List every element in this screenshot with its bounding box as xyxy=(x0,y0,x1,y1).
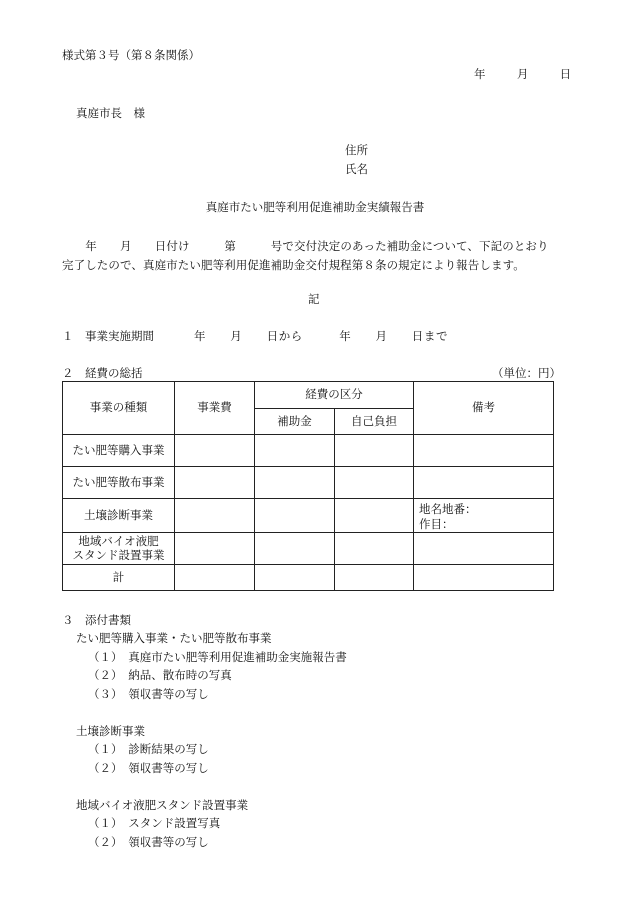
section1-label: １ 事業実施期間 xyxy=(62,329,154,343)
subsidy-input-cell[interactable] xyxy=(255,435,335,467)
cost-input-cell[interactable] xyxy=(175,532,255,564)
header-project-cost: 事業費 xyxy=(175,382,255,435)
section2-label: ２ 経費の総括 xyxy=(62,366,143,380)
remarks-input-cell[interactable] xyxy=(414,467,554,499)
attachment-group-title: たい肥等購入事業・たい肥等散布事業 xyxy=(76,631,272,645)
attachment-group-title: 地域バイオ液肥スタンド設置事業 xyxy=(76,798,249,812)
cost-input-cell[interactable] xyxy=(175,467,255,499)
location-label: 地名地番： xyxy=(419,502,477,516)
report-body-line-1: 年 月 日付け 第 号で交付決定のあった補助金について、下記のとおり xyxy=(62,239,549,253)
attachment-item: （２） 領収書等の写し xyxy=(88,835,209,849)
self-burden-input-cell[interactable] xyxy=(335,467,414,499)
crop-label: 作目： xyxy=(419,516,454,531)
addressee: 真庭市長 様 xyxy=(76,106,145,120)
row-type-line-2: スタンド設置事業 xyxy=(72,548,165,563)
project-period: 年 月 日から 年 月 日まで xyxy=(194,329,449,343)
row-type-cell: たい肥等散布事業 xyxy=(63,467,175,499)
date-month-label: 月 xyxy=(516,67,529,81)
total-label: 計 xyxy=(63,564,175,590)
attachment-item: （１） スタンド設置写真 xyxy=(88,816,221,830)
row-type-cell xyxy=(63,532,175,564)
header-self-burden: 自己負担 xyxy=(335,409,414,435)
subsidy-input-cell[interactable] xyxy=(255,499,335,533)
report-date xyxy=(474,67,571,83)
self-burden-input-cell[interactable] xyxy=(335,532,414,564)
attachment-item: （１） 診断結果の写し xyxy=(88,742,209,756)
section3-label: ３ 添付書類 xyxy=(62,613,131,627)
self-burden-input-cell[interactable] xyxy=(335,435,414,467)
attachment-item: （２） 納品、散布時の写真 xyxy=(88,668,232,682)
row-type-line-1: 地域バイオ液肥 xyxy=(78,534,159,548)
remarks-input-cell[interactable] xyxy=(414,435,554,467)
attachment-item: （３） 領収書等の写し xyxy=(88,687,209,701)
table-total-row xyxy=(63,564,554,590)
header-expense-breakdown: 経費の区分 xyxy=(255,382,414,409)
attachment-item: （１） 真庭市たい肥等利用促進補助金実施報告書 xyxy=(88,650,347,664)
cost-input-cell[interactable] xyxy=(175,499,255,533)
date-day-label: 日 xyxy=(559,67,572,81)
table-row xyxy=(63,499,554,533)
subsidy-input-cell[interactable] xyxy=(255,467,335,499)
form-number: 様式第３号（第８条関係） xyxy=(62,48,200,62)
table-header-row xyxy=(63,382,554,409)
name-label: 氏名 xyxy=(345,162,368,176)
total-subsidy-cell[interactable] xyxy=(255,564,335,590)
remarks-input-cell[interactable] xyxy=(414,499,554,533)
report-body xyxy=(62,237,568,275)
expense-summary-table xyxy=(62,381,554,591)
row-type-cell: 土壌診断事業 xyxy=(63,499,175,533)
header-business-type: 事業の種類 xyxy=(63,382,175,435)
report-body-line-2: 完了したので、真庭市たい肥等利用促進補助金交付規程第８条の規定により報告します。 xyxy=(62,258,525,272)
page-title: 真庭市たい肥等利用促進補助金実績報告書 xyxy=(205,200,425,214)
date-year-label: 年 xyxy=(474,67,486,81)
subsidy-input-cell[interactable] xyxy=(255,532,335,564)
cost-input-cell[interactable] xyxy=(175,435,255,467)
total-remarks-cell[interactable] xyxy=(414,564,554,590)
table-row xyxy=(63,435,554,467)
self-burden-input-cell[interactable] xyxy=(335,499,414,533)
attachment-group-title: 土壌診断事業 xyxy=(76,724,145,738)
unit-label: （単位：円） xyxy=(492,366,561,380)
table-row xyxy=(63,532,554,564)
remarks-input-cell[interactable] xyxy=(414,532,554,564)
total-cost-cell[interactable] xyxy=(175,564,255,590)
total-self-burden-cell[interactable] xyxy=(335,564,414,590)
row-type-cell: たい肥等購入事業 xyxy=(63,435,175,467)
header-remarks: 備考 xyxy=(414,382,554,435)
address-label: 住所 xyxy=(345,143,368,157)
header-subsidy: 補助金 xyxy=(255,409,335,435)
table-row xyxy=(63,467,554,499)
attachment-item: （２） 領収書等の写し xyxy=(88,761,209,775)
ki-marker: 記 xyxy=(308,292,320,306)
